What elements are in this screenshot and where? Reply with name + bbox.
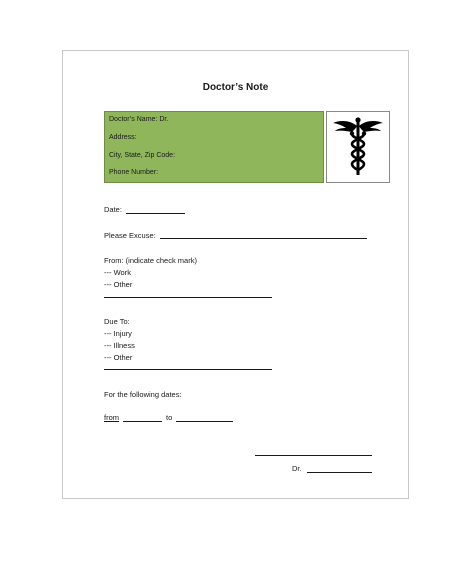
- doctor-info-box: [104, 111, 324, 183]
- from-date-line[interactable]: [123, 421, 162, 422]
- logo-box: [326, 111, 390, 183]
- doctor-name-label: Doctor’s Name: Dr.: [109, 116, 169, 123]
- from-other-line[interactable]: [104, 297, 272, 298]
- following-dates-label: For the following dates:: [104, 390, 182, 399]
- please-excuse-label: Please Excuse:: [104, 231, 156, 240]
- due-illness-option[interactable]: --- Illness: [104, 341, 135, 350]
- city-state-zip-label: City, State, Zip Code:: [109, 152, 176, 159]
- date-line[interactable]: [126, 213, 185, 214]
- date-label: Date:: [104, 205, 122, 214]
- signature-line[interactable]: [255, 455, 372, 456]
- please-excuse-line[interactable]: [160, 238, 367, 239]
- doctors-note-page: [62, 50, 409, 499]
- to-date-line[interactable]: [176, 421, 233, 422]
- due-other-line[interactable]: [104, 369, 272, 370]
- to-date-label: to: [166, 413, 173, 422]
- from-label: From: (indicate check mark): [104, 256, 197, 265]
- due-other-option[interactable]: --- Other: [104, 353, 133, 362]
- address-label: Address:: [109, 134, 137, 141]
- from-date-label: from: [104, 413, 119, 422]
- due-injury-option[interactable]: --- Injury: [104, 329, 132, 338]
- page-title: Doctor’s Note: [202, 82, 269, 93]
- from-other-option[interactable]: --- Other: [104, 280, 133, 289]
- caduceus-icon: [330, 116, 386, 178]
- phone-number-label: Phone Number:: [109, 169, 159, 176]
- from-work-option[interactable]: --- Work: [104, 268, 131, 277]
- signature-dr-label: Dr.: [292, 464, 302, 473]
- due-to-label: Due To:: [104, 317, 130, 326]
- doctor-name-line[interactable]: [307, 472, 372, 473]
